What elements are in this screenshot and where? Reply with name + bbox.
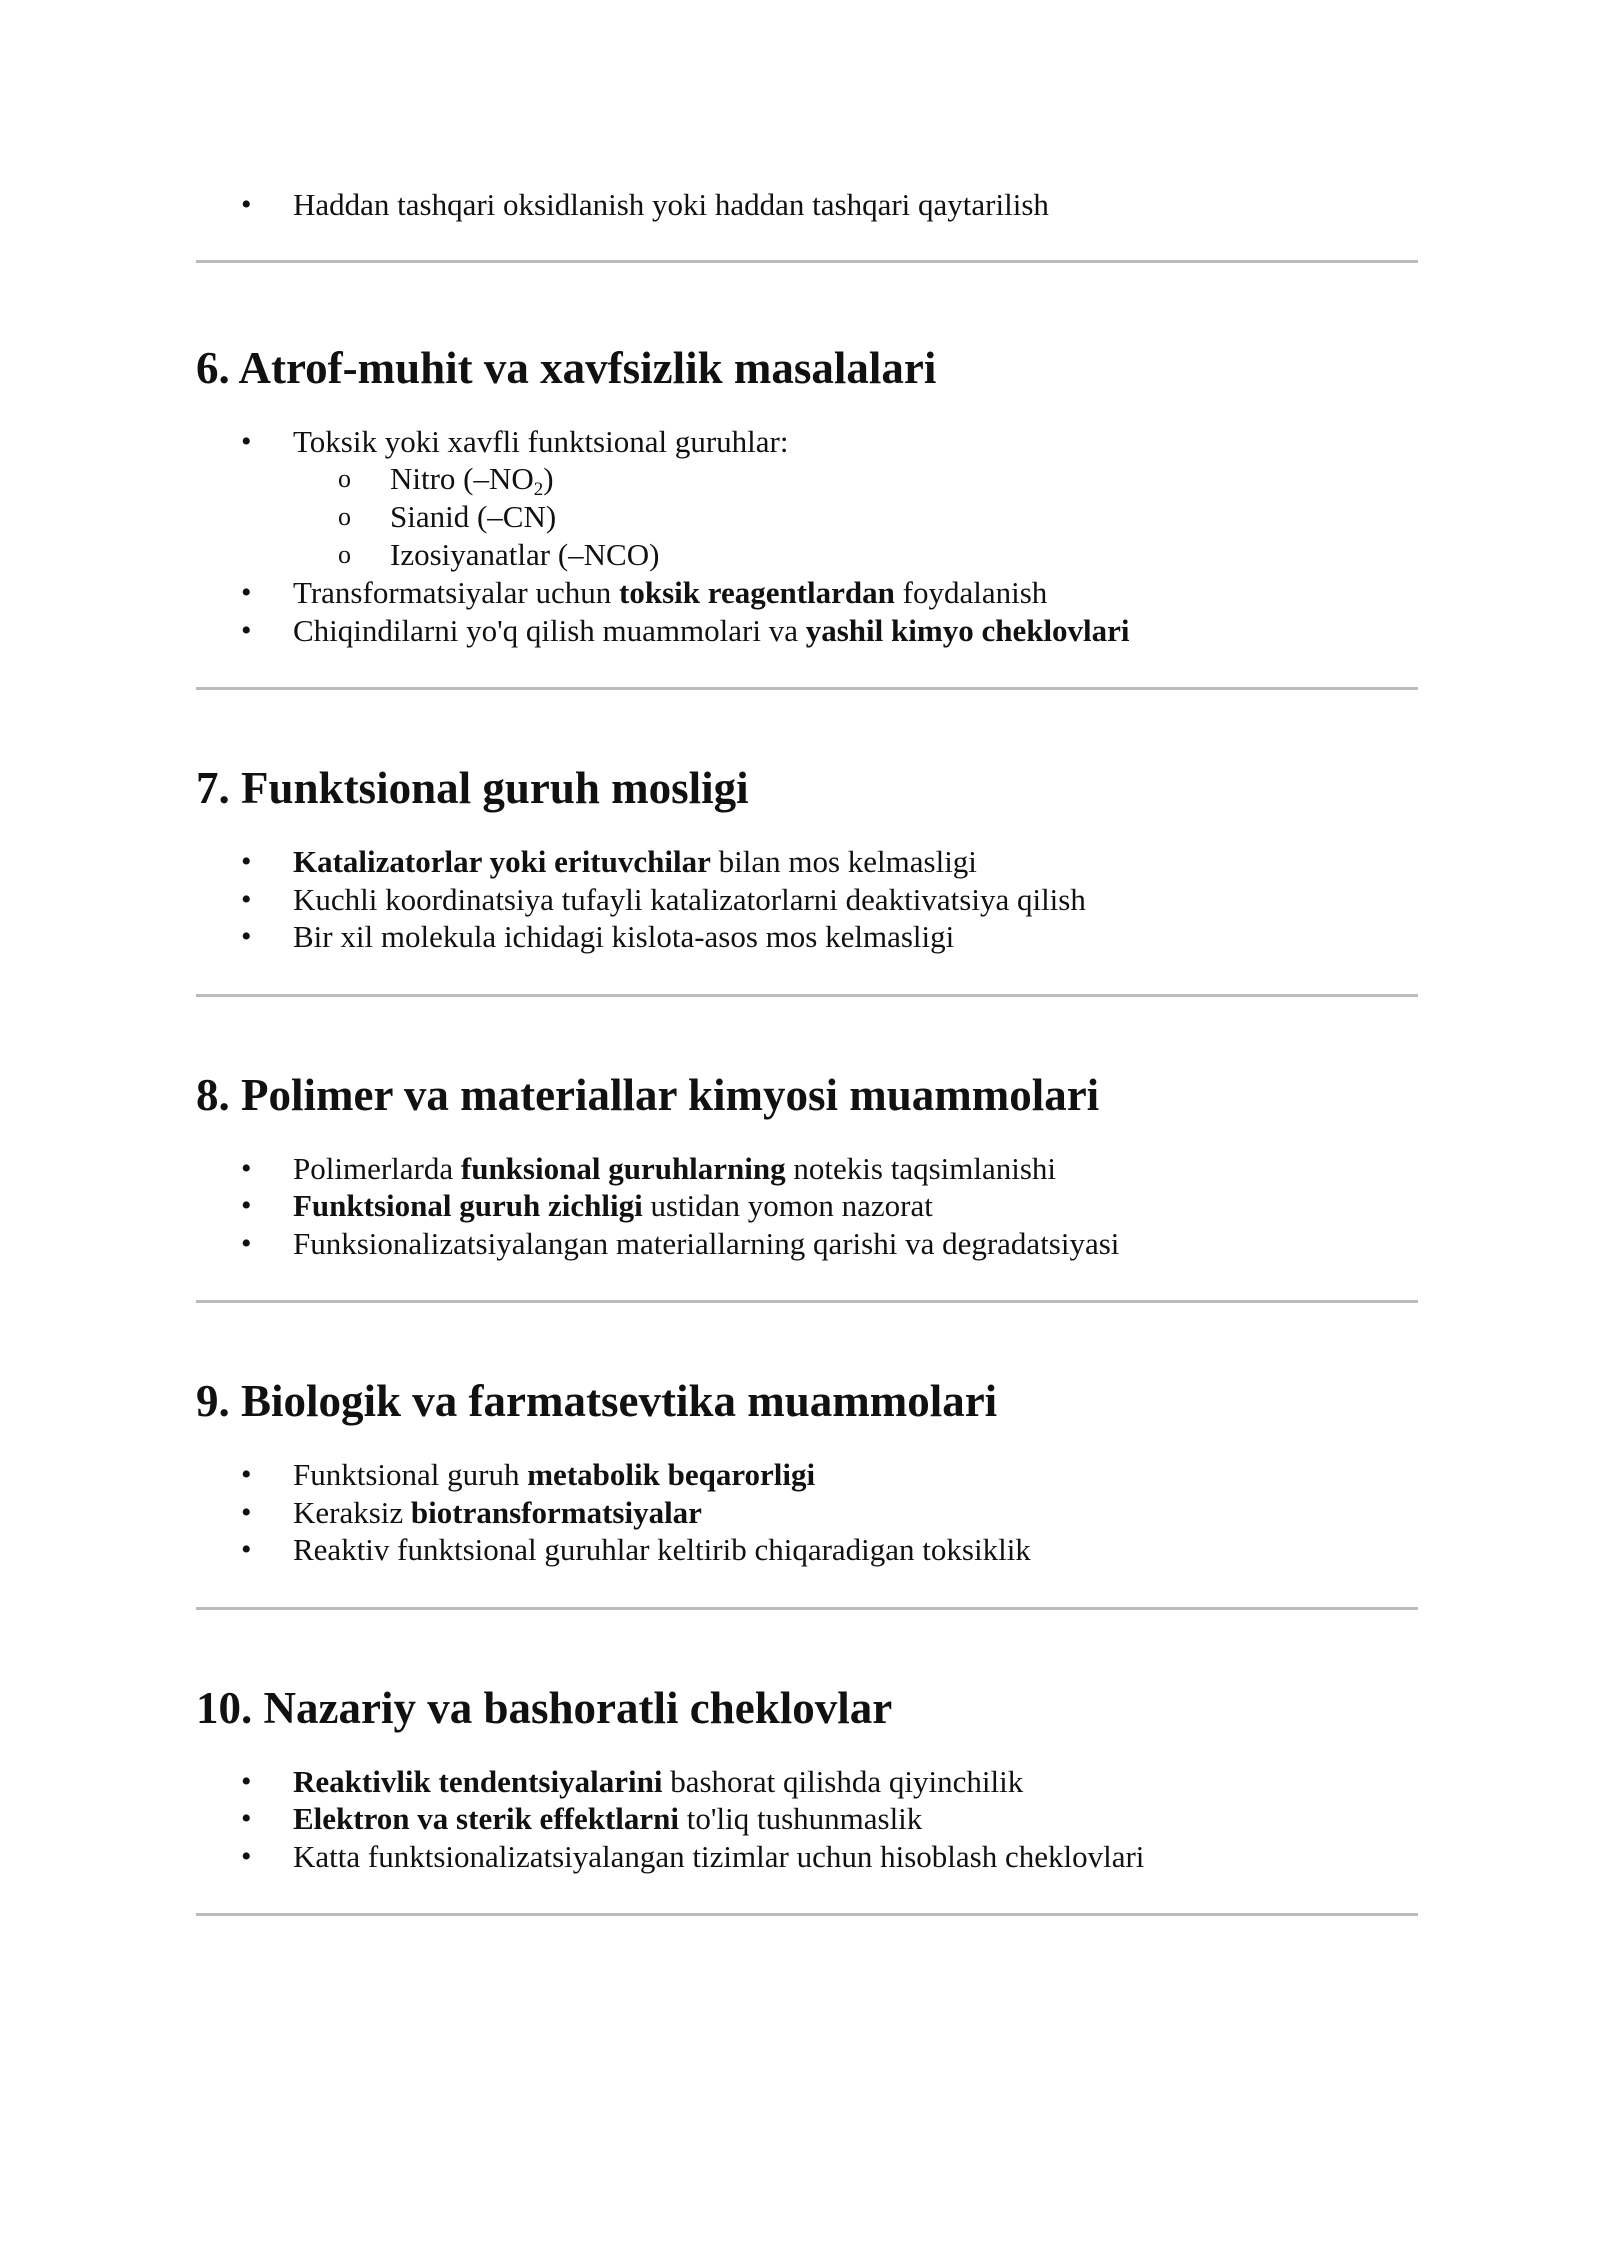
section-divider [196,1913,1418,1916]
section-heading: 6. Atrof-muhit va xavfsizlik masalalari [196,342,937,393]
list-item [196,918,1418,956]
section-heading: 8. Polimer va materiallar kimyosi muammolari [196,1069,1100,1120]
sub-item-text: Izosiyanatlar (–NCO) [390,537,660,572]
sub-list-item [293,498,1418,536]
list-item-text: Toksik yoki xavfli funktsional guruhlar: [293,423,789,459]
list-item-text: Reaktiv funktsional guruhlar keltirib chiqaradigan toksiklik [293,1532,1031,1567]
list-item [196,612,1418,650]
list-item-text: Haddan tashqari oksidlanish yoki haddan tashqari qaytarilish [293,187,1049,222]
bold-text: Katalizatorlar yoki erituvchilar [293,844,711,879]
text: foydalanish [894,575,1048,610]
text: Polimerlarda [293,1150,461,1186]
section-heading: 7. Funktsional guruh mosligi [196,763,749,813]
list-item [196,1456,1418,1494]
list-item-text: Katta funktsionalizatsiyalangan tizimlar uchun hisoblash cheklovlari [293,1838,1145,1874]
bold-text: Funktsional guruh zichligi [293,1188,643,1223]
list-item [196,1225,1418,1263]
section-list [196,843,1418,956]
text: notekis taqsimlanishi [785,1150,1057,1186]
text: ustidan yomon nazorat [642,1188,933,1223]
text: Transformatsiyalar uchun [293,575,620,610]
bold-text: yashil kimyo cheklovlari [805,612,1130,648]
section-heading: 10. Nazariy va bashoratli cheklovlar [196,1682,893,1733]
list-item [196,1800,1418,1838]
bold-text: metabolik beqarorligi [527,1457,816,1492]
text: bilan mos kelmasligi [710,844,977,879]
section-heading: 9. Biologik va farmatsevtika muammolari [196,1376,998,1426]
subscript: 2 [533,479,544,500]
bold-text: Reaktivlik tendentsiyalarini [293,1763,663,1799]
list-item [196,186,1418,224]
sub-list [293,460,1418,574]
list-item [196,423,1418,575]
list-item [196,1763,1418,1801]
list-item [196,1150,1418,1188]
list-item-text: Kuchli koordinatsiya tufayli katalizatorlarni deaktivatsiya qilish [293,881,1086,917]
list-item [196,1494,1418,1532]
text: Keraksiz [293,1494,411,1530]
list-item [196,881,1418,919]
list-item-text: Bir xil molekula ichidagi kislota-asos mos kelmasligi [293,919,955,954]
text: bashorat qilishda qiyinchilik [662,1763,1024,1799]
bold-text: Elektron va sterik effektlarni [293,1801,680,1836]
sub-list-item [293,460,1418,498]
bold-text: toksik reagentlardan [619,575,895,610]
intro-list [196,186,1418,224]
list-item [196,1838,1418,1876]
sub-list-item [293,536,1418,574]
list-item [196,1531,1418,1569]
bold-text: biotransformatsiyalar [410,1494,702,1530]
sub-item-text: ) [543,461,554,496]
section-list [196,423,1418,650]
section-list [196,1456,1418,1569]
sub-item-text: Nitro (–NO [390,461,534,496]
section-list [196,1150,1418,1263]
text: Chiqindilarni yo'q qilish muammolari va [293,612,806,648]
list-item [196,843,1418,881]
bold-text: funksional guruhlarning [460,1150,786,1186]
sub-item-text: Sianid (–CN) [390,499,557,534]
text: to'liq tushunmaslik [679,1801,923,1836]
list-item [196,1187,1418,1225]
document-content [196,186,1418,1916]
section-list [196,1763,1418,1876]
list-item [196,574,1418,612]
list-item-text: Funksionalizatsiyalangan materiallarning qarishi va degradatsiyasi [293,1225,1120,1261]
text: Funktsional guruh [293,1457,528,1492]
